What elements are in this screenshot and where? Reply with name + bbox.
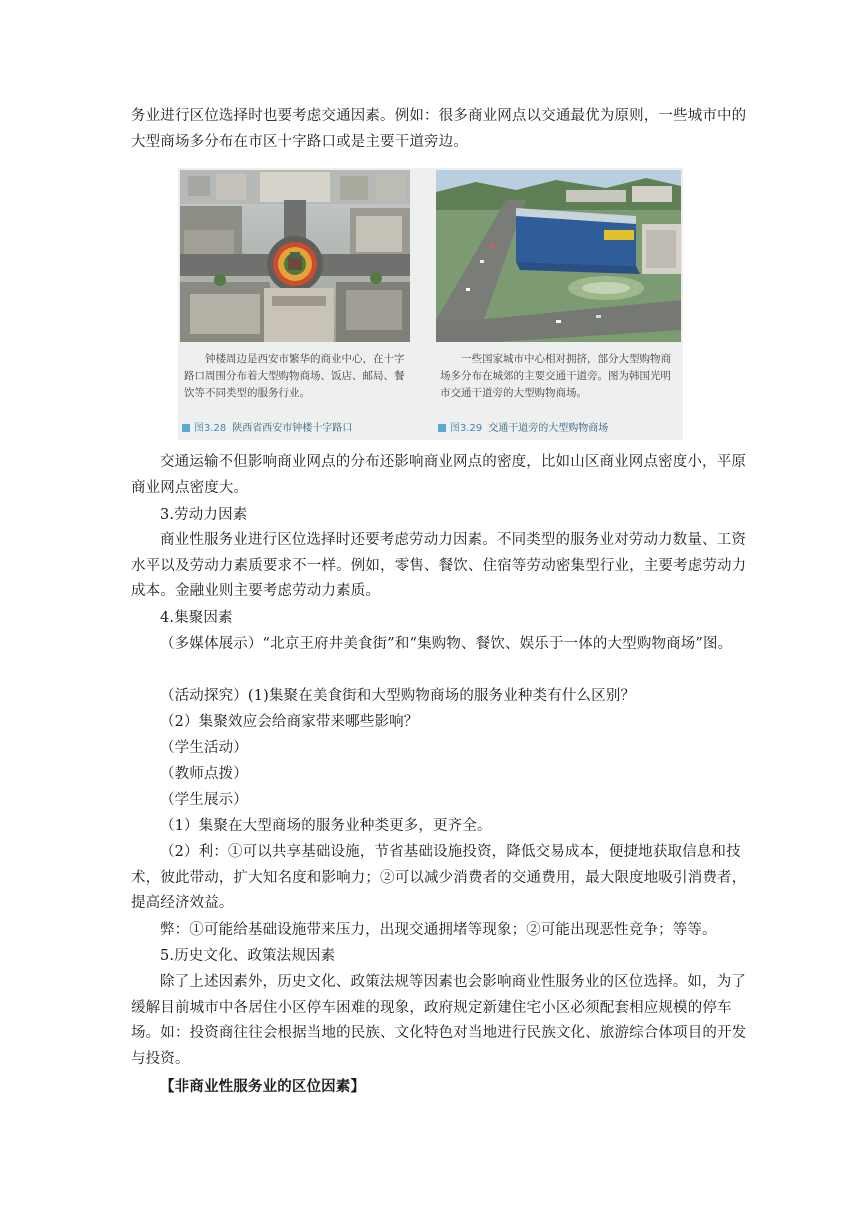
paragraph-activity-2: （2）集聚效应会给商家带来哪些影响？: [160, 714, 419, 730]
paragraph-history-policy: 除了上述因素外，历史文化、政策法规等因素也会影响商业性服务业的区位选择。如，为了缓解目前城市中各居住小区停车困难的现象，政府规定新建住宅小区必须配套相应规模的停车场。如：投资商往往会根据当地的民族、文化特色对当地进行民族文化、旅游综合体项目的开发与投资。: [131, 974, 747, 1067]
paragraph-student-show: （学生展示）: [160, 792, 248, 808]
paragraph-student-activity: （学生活动）: [160, 740, 248, 756]
right-figure-label: [438, 422, 608, 436]
paragraph-activity-1: （活动探究）(1)集聚在美食街和大型购物商场的服务业种类有什么区别？: [160, 688, 636, 704]
label-square-icon: [438, 424, 446, 432]
paragraph-answer-1: （1）集聚在大型商场的服务业种类更多，更齐全。: [160, 818, 492, 834]
left-caption: 钟楼周边是西安市繁华的商业中心，在十字路口周围分布着大型购物商场、饭店、邮局、餐饮等不同类型的服务行业。: [184, 353, 405, 399]
mall-photo: [436, 170, 681, 342]
right-caption: 一些国家城市中心相对拥挤，部分大型购物商场多分布在城郊的主要交通干道旁。图为韩国光明市交通干道旁的大型购物商场。: [440, 353, 671, 399]
paragraph-disadvantages: 弊：①可能给基础设施带来压力，出现交通拥堵等现象；②可能出现恶性竞争；等等。: [160, 922, 717, 938]
bell-tower-photo: [180, 170, 410, 342]
paragraph-labor: 商业性服务业进行区位选择时还要考虑劳动力因素。不同类型的服务业对劳动力数量、工资水平以及劳动力素质要求不一样。例如，零售、餐饮、住宿等劳动密集型行业，主要考虑劳动力成本。金融业则主要考虑劳动力素质。: [131, 532, 747, 600]
figure-block: [178, 168, 683, 440]
paragraph-transport-density: 交通运输不但影响商业网点的分布还影响商业网点的密度，比如山区商业网点密度小，平原商业网点密度大。: [131, 454, 746, 496]
paragraph-intro: 务业进行区位选择时也要考虑交通因素。例如：很多商业网点以交通最优为原则，一些城市中的大型商场多分布在市区十字路口或是主要干道旁边。: [131, 108, 747, 150]
paragraph-teacher-guide: （教师点拨）: [160, 766, 248, 782]
heading-agglomeration: 4.集聚因素: [160, 610, 233, 626]
left-figure-number: 图3.28: [194, 423, 227, 434]
left-figure-title: 陕西省西安市钟楼十字路口: [232, 423, 353, 434]
paragraph-multimedia: （多媒体展示）“北京王府井美食街”和“集购物、餐饮、娱乐于一体的大型购物商场”图。: [160, 636, 733, 652]
paragraph-answer-2: （2）利：①可以共享基础设施，节省基础设施投资，降低交易成本，便捷地获取信息和技术，彼此带动，扩大知名度和影响力；②可以减少消费者的交通费用，最大限度地吸引消费者，提高经济效益。: [131, 844, 747, 912]
heading-labor: 3.劳动力因素: [160, 507, 248, 523]
right-figure-number: 图3.29: [450, 423, 483, 434]
heading-history-policy: 5.历史文化、政策法规因素: [160, 948, 336, 964]
left-figure-label: [182, 422, 352, 436]
section-heading-non-commercial: 【非商业性服务业的区位因素】: [160, 1078, 366, 1095]
right-figure-title: 交通干道旁的大型购物商场: [488, 423, 609, 434]
label-square-icon: [182, 424, 190, 432]
